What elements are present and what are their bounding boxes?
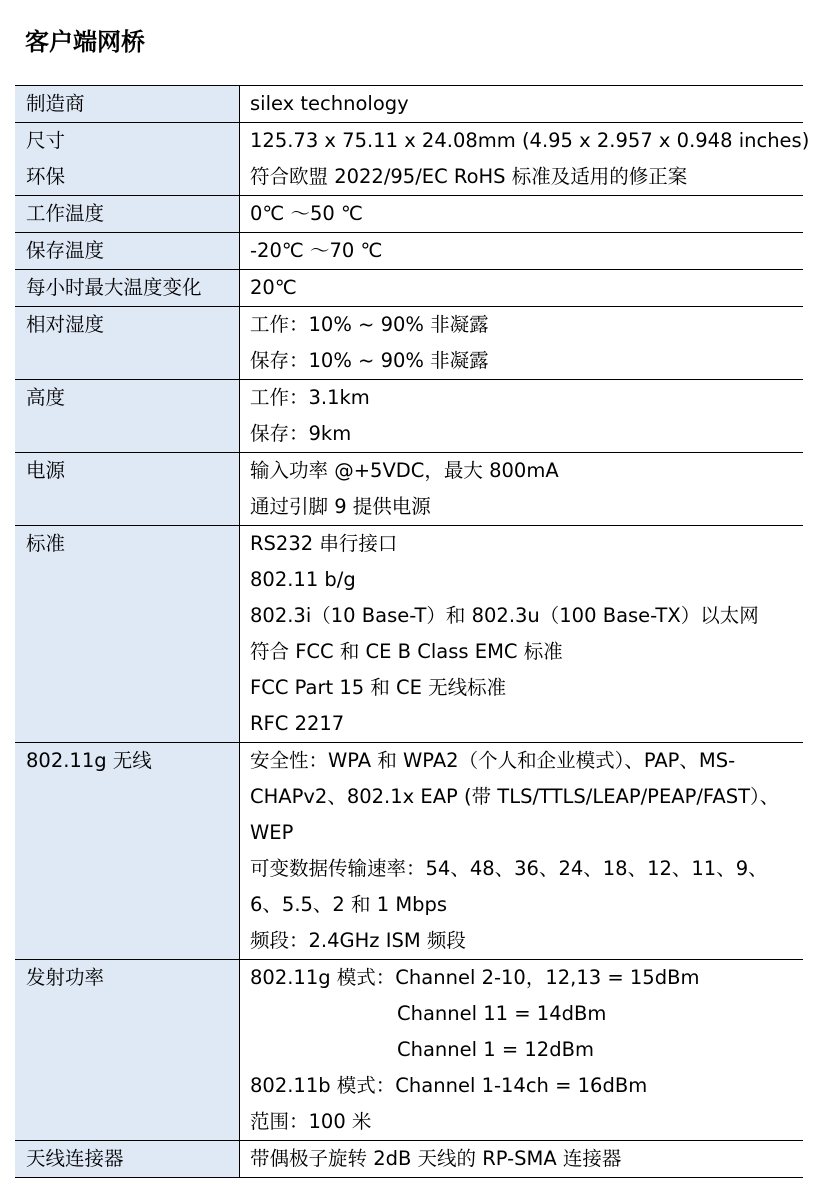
spec-value-line: RS232 串行接口 (250, 532, 398, 555)
spec-value-line: 802.11b 模式：Channel 1-14ch = 16dBm (250, 1074, 648, 1097)
spec-value-line: 输入功率 @+5VDC，最大 800mA (250, 459, 559, 482)
spec-row-power (15, 453, 803, 526)
spec-value-line: 安全性：WPA 和 WPA2（个人和企业模式）、PAP、MS-CHAPv2、802.1x EAP (带 TLS/TTLS/LEAP/PEAP/FAST）、WEP (250, 749, 780, 844)
spec-value (240, 1141, 804, 1178)
spec-table (15, 85, 810, 1178)
spec-value-line: 带偶极子旋转 2dB 天线的 RP-SMA 连接器 (250, 1147, 622, 1170)
spec-value-line: 工作：10% ~ 90% 非凝露 (250, 313, 489, 336)
spec-value-line: Channel 1 = 12dBm (397, 1038, 594, 1061)
spec-label-dimensions: 尺寸 (26, 129, 66, 152)
spec-value (240, 196, 804, 233)
spec-row-humidity (15, 307, 803, 380)
spec-label: 每小时最大温度变化 (15, 270, 240, 307)
spec-label-environment: 环保 (26, 165, 66, 188)
spec-row-altitude (15, 380, 803, 453)
spec-value-line: 频段：2.4GHz ISM 频段 (250, 929, 466, 952)
spec-row-standards (15, 526, 803, 743)
spec-value-line: -20℃ ～70 ℃ (250, 239, 383, 262)
spec-value (240, 743, 804, 960)
spec-value-line: 可变数据传输速率：54、48、36、24、18、12、11、9、6、5.5、2 和 1 Mbps (250, 857, 768, 916)
spec-label: 发射功率 (15, 960, 240, 1141)
spec-row-wireless (15, 743, 803, 960)
spec-value-line: 802.3i（10 Base-T）和 802.3u（100 Base-TX）以太网 (250, 604, 759, 627)
spec-value-line: 保存：9km (250, 422, 352, 445)
spec-value-line: 20℃ (250, 276, 297, 299)
spec-row-storage-temp (15, 233, 803, 270)
spec-value-line: RFC 2217 (250, 712, 345, 735)
spec-row-manufacturer (15, 86, 803, 123)
spec-row-temp-change (15, 270, 803, 307)
spec-value (240, 86, 804, 123)
spec-row-antenna (15, 1141, 803, 1178)
spec-label: 802.11g 无线 (15, 743, 240, 960)
spec-value (240, 270, 804, 307)
spec-value-line: 符合欧盟 2022/95/EC RoHS 标准及适用的修正案 (250, 165, 688, 188)
spec-value-line: 802.11 b/g (250, 568, 356, 591)
spec-label: 标准 (15, 526, 240, 743)
spec-value (240, 233, 804, 270)
spec-value-line: 保存：10% ~ 90% 非凝露 (250, 349, 489, 372)
spec-value-line: 工作：3.1km (250, 386, 370, 409)
spec-value (240, 960, 804, 1141)
page-title: 客户端网桥 (25, 28, 145, 56)
spec-label: 保存温度 (15, 233, 240, 270)
spec-label: 天线连接器 (15, 1141, 240, 1178)
spec-value (240, 453, 804, 526)
spec-row-tx-power (15, 960, 803, 1141)
spec-value-line: 802.11g 模式：Channel 2-10，12,13 = 15dBm (250, 966, 700, 989)
spec-value-line: Channel 11 = 14dBm (397, 1002, 607, 1025)
spec-label: 工作温度 (15, 196, 240, 233)
spec-value-line: 通过引脚 9 提供电源 (250, 495, 431, 518)
spec-value-line: 符合 FCC 和 CE B Class EMC 标准 (250, 640, 563, 663)
spec-value (240, 380, 804, 453)
spec-label (15, 123, 240, 196)
spec-label: 相对湿度 (15, 307, 240, 380)
spec-value-line: 125.73 x 75.11 x 24.08mm (4.95 x 2.957 x 0.948 inches) (250, 129, 810, 152)
spec-label: 高度 (15, 380, 240, 453)
spec-value (240, 526, 804, 743)
spec-label: 制造商 (15, 86, 240, 123)
spec-value-line: FCC Part 15 和 CE 无线标准 (250, 676, 507, 699)
spec-value (240, 123, 810, 196)
spec-value-line: 0℃ ～50 ℃ (250, 202, 363, 225)
spec-row-dimensions (15, 123, 803, 196)
spec-label: 电源 (15, 453, 240, 526)
spec-value-line: 范围：100 米 (250, 1110, 372, 1133)
spec-row-operating-temp (15, 196, 803, 233)
spec-value-line: silex technology (250, 92, 409, 115)
spec-value (240, 307, 804, 380)
